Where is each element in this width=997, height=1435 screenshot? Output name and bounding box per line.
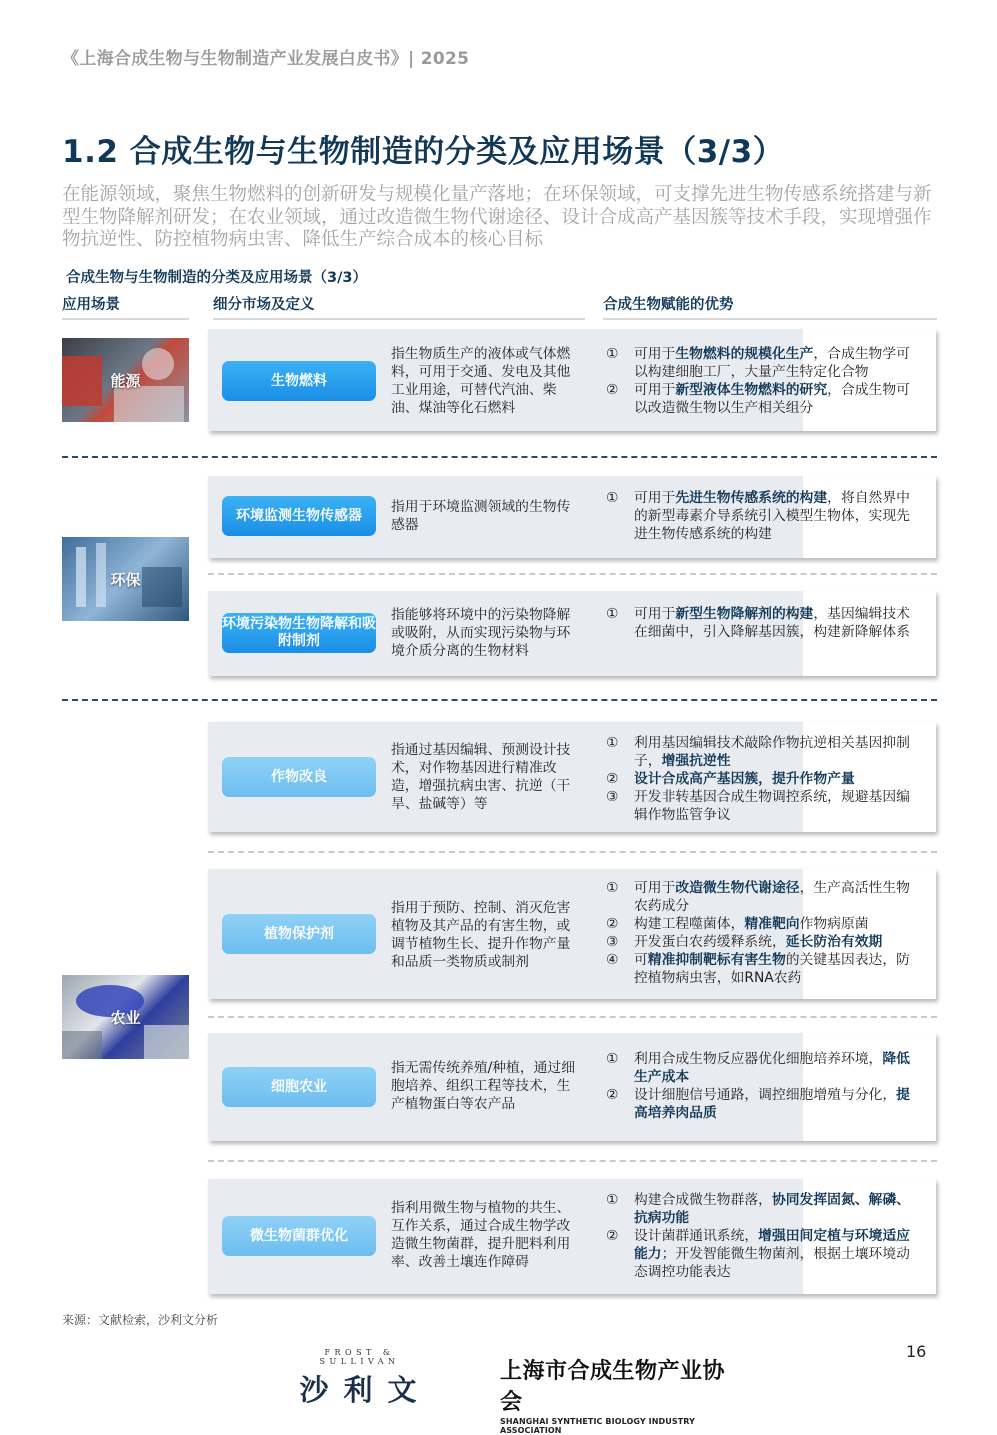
advantage-text-part: 可用于 (634, 382, 676, 398)
document-header: 《上海合成生物与生物制造产业发展白皮书》| 2025 (62, 49, 470, 69)
advantage-text-part: 可用于 (634, 606, 676, 622)
advantage-item (606, 1227, 916, 1281)
advantage-text-part: 的关键基因表达，防控植物病虫害，如RNA农药 (634, 952, 910, 986)
advantage-item (606, 345, 916, 381)
advantage-number: ② (606, 1228, 619, 1244)
advantage-highlight: 精准抑制靶标有害生物 (647, 952, 786, 968)
advantage-text-part: 可用于 (634, 880, 676, 896)
advantage-number: ② (606, 916, 619, 932)
market-pill-biofuel: 生物燃料 (222, 361, 376, 401)
row-divider (208, 851, 937, 853)
scene-label-agriculture: 农业 (110, 1008, 141, 1027)
advantage-highlight: 增强抗逆性 (661, 753, 731, 769)
advantage-text-part: ，合成生物学可以构建细胞工厂，大量产生特定化合物 (634, 346, 910, 380)
advantage-text-part: 可用于 (634, 490, 676, 506)
advantage-text (634, 345, 916, 381)
market-pill-microbiome: 微生物菌群优化 (222, 1216, 376, 1256)
advantage-number: ② (606, 771, 619, 787)
advantage-text-part: ，基因编辑技术在细菌中，引入降解基因簇，构建新降解体系 (634, 606, 910, 640)
advantage-text (634, 915, 869, 933)
advantage-highlight: 降低生产成本 (634, 1051, 910, 1085)
market-definition: 指无需传统养殖/种植，通过细胞培养、组织工程等技术，生产植物蛋白等农产品 (391, 1060, 576, 1112)
advantage-number: ① (606, 1192, 619, 1208)
association-logo (500, 1354, 745, 1435)
market-definition: 指利用微生物与植物的共生、互作关系，通过合成生物学改造微生物菌群，提升肥料利用率、改善土壤连作障碍 (391, 1200, 571, 1270)
advantage-number: ④ (606, 952, 619, 968)
advantage-highlight: 设计合成高产基因簇，提升作物产量 (634, 771, 855, 787)
advantage-text-part: 构建工程噬菌体， (634, 916, 745, 932)
page-number: 16 (906, 1342, 927, 1361)
column-header-market: 细分市场及定义 (213, 293, 585, 320)
market-pill-biosensor: 环境监测生物传感器 (222, 496, 376, 536)
advantage-text-part: ，将自然界中的新型毒素介导系统引入模型生物体，实现先进生物传感系统的构建 (634, 490, 910, 542)
advantage-text (634, 381, 916, 417)
logo-assoc-en: SHANGHAI SYNTHETIC BIOLOGY INDUSTRY ASSOCIATION (500, 1417, 696, 1435)
advantage-item (606, 933, 916, 951)
market-definition: 指用于环境监测领域的生物传感器 (391, 499, 571, 533)
advantage-text-part: 作物病原菌 (799, 916, 869, 932)
advantage-highlight: 生物燃料的规模化生产 (675, 346, 814, 362)
advantage-highlight: 提高培养肉品质 (634, 1087, 910, 1121)
scene-image-agriculture (62, 975, 189, 1059)
advantage-text-part: 构建合成微生物群落， (634, 1192, 772, 1208)
advantage-number: ① (606, 1051, 619, 1067)
row-card (208, 1033, 936, 1141)
advantage-text-part: 利用合成生物反应器优化细胞培养环境， (634, 1051, 883, 1067)
logo-fs-en: FROST & SULLIVAN (319, 1348, 400, 1366)
advantage-text-part: ；开发智能微生物菌剂，根据土壤环境动态调控功能表达 (634, 1246, 910, 1280)
scene-image-environment (62, 537, 189, 621)
advantage-text (634, 1227, 916, 1281)
advantage-text-part: ，生产高活性生物农药成分 (634, 880, 910, 914)
advantage-number: ③ (606, 789, 619, 805)
market-pill-biodegradation: 环境污染物生物降解和吸附制剂 (222, 613, 376, 653)
market-definition: 指能够将环境中的污染物降解或吸附，从而实现污染物与环境介质分离的生物材料 (391, 607, 571, 659)
advantage-list (606, 879, 916, 987)
row-divider (208, 1160, 937, 1162)
section-divider (62, 699, 937, 701)
advantage-item (606, 1050, 916, 1086)
advantage-item (606, 381, 916, 417)
advantage-item (606, 1086, 916, 1122)
advantage-highlight: 新型液体生物燃料的研究 (675, 382, 828, 398)
row-card (208, 591, 936, 676)
advantage-list (606, 734, 916, 824)
advantage-highlight: 精准靶向 (744, 916, 800, 932)
advantage-item (606, 788, 916, 824)
advantage-text (634, 770, 855, 788)
row-card (208, 869, 936, 999)
advantage-text-part: 设计菌群通讯系统， (634, 1228, 759, 1244)
advantage-text-part: 开发非转基因合成生物调控系统，规避基因编辑作物监管争议 (634, 789, 910, 823)
row-divider (208, 573, 937, 575)
row-card (208, 476, 936, 558)
advantage-highlight: 协同发挥固氮、解磷、抗病功能 (634, 1192, 910, 1226)
advantage-text-part: 可用于 (634, 346, 676, 362)
advantage-highlight: 新型生物降解剂的构建 (675, 606, 814, 622)
advantage-item (606, 770, 916, 788)
table-title: 合成生物与生物制造的分类及应用场景（3/3） (66, 270, 367, 286)
logo-fs-cn: 沙利文 (299, 1373, 432, 1407)
advantage-list (606, 345, 916, 417)
advantage-text (634, 1050, 916, 1086)
market-pill-crop-improvement: 作物改良 (222, 757, 376, 797)
advantage-text (634, 1086, 916, 1122)
market-pill-cellular-agriculture: 细胞农业 (222, 1067, 376, 1107)
advantage-number: ② (606, 382, 619, 398)
scene-label-energy: 能源 (110, 371, 141, 390)
advantage-list (606, 489, 916, 543)
advantage-list (606, 605, 916, 641)
advantage-highlight: 延长防治有效期 (785, 934, 883, 950)
advantage-text-part: ，合成生物可以改造微生物以生产相关组分 (634, 382, 910, 416)
market-definition: 指通过基因编辑、预测设计技术，对作物基因进行精准改造，增强抗病虫害、抗逆（干旱、盐碱等）等 (391, 742, 571, 812)
page-title: 1.2 合成生物与生物制造的分类及应用场景（3/3） (62, 134, 785, 170)
advantage-text (634, 734, 916, 770)
row-card (208, 722, 936, 832)
advantage-item (606, 489, 916, 543)
advantage-text-part: 开发蛋白农药缓释系统， (634, 934, 786, 950)
advantage-text (634, 605, 916, 641)
advantage-item (606, 915, 916, 933)
advantage-list (606, 1050, 916, 1122)
advantage-text-part: 设计细胞信号通路，调控细胞增殖与分化， (634, 1087, 897, 1103)
advantage-item (606, 1191, 916, 1227)
advantage-number: ① (606, 735, 619, 751)
source-note: 来源：文献检索，沙利文分析 (62, 1313, 219, 1327)
scene-image-energy (62, 338, 189, 422)
section-divider (62, 456, 937, 458)
column-header-advantage: 合成生物赋能的优势 (603, 293, 937, 320)
logo-assoc-cn: 上海市合成生物产业协会 (500, 1359, 726, 1415)
row-divider (208, 1016, 937, 1018)
advantage-text-part: 可 (634, 952, 648, 968)
advantage-number: ① (606, 490, 619, 506)
advantage-text (634, 1191, 916, 1227)
advantage-item (606, 605, 916, 641)
advantage-highlight: 改造微生物代谢途径 (675, 880, 800, 896)
column-header-scene: 应用场景 (62, 293, 189, 320)
advantage-number: ① (606, 346, 619, 362)
advantage-highlight: 增强田间定植与环境适应能力 (634, 1228, 910, 1262)
market-definition: 指用于预防、控制、消灭危害植物及其产品的有害生物，或调节植物生长、提升作物产量和品质一类物质或制剂 (391, 900, 571, 970)
advantage-item (606, 734, 916, 770)
advantage-number: ② (606, 1087, 619, 1103)
scene-label-environment: 环保 (110, 570, 141, 589)
advantage-number: ① (606, 606, 619, 622)
market-pill-plant-protection: 植物保护剂 (222, 914, 376, 954)
row-card (208, 329, 936, 431)
intro-paragraph: 在能源领域，聚焦生物燃料的创新研发与规模化量产落地；在环保领域，可支撑先进生物传感系统搭建与新型生物降解剂研发；在农业领域，通过改造微生物代谢途径、设计合成高产基因簇等技术手段，实现增强作物抗逆性、防控植物病虫害、降低生产综合成本的核心目标 (62, 184, 932, 250)
advantage-item (606, 879, 916, 915)
advantage-number: ① (606, 880, 619, 896)
advantage-text (634, 489, 916, 543)
advantage-text (634, 951, 916, 987)
advantage-text (634, 879, 916, 915)
advantage-text (634, 933, 882, 951)
advantage-number: ③ (606, 934, 619, 950)
row-card (208, 1179, 936, 1294)
advantage-item (606, 951, 916, 987)
advantage-list (606, 1191, 916, 1281)
advantage-highlight: 先进生物传感系统的构建 (675, 490, 828, 506)
advantage-text-part: 利用基因编辑技术敲除作物抗逆相关基因抑制子， (634, 735, 910, 769)
advantage-text (634, 788, 916, 824)
market-definition: 指生物质生产的液体或气体燃料，可用于交通、发电及其他工业用途，可替代汽油、柴油、煤油等化石燃料 (391, 346, 571, 416)
frost-sullivan-logo (282, 1348, 437, 1409)
